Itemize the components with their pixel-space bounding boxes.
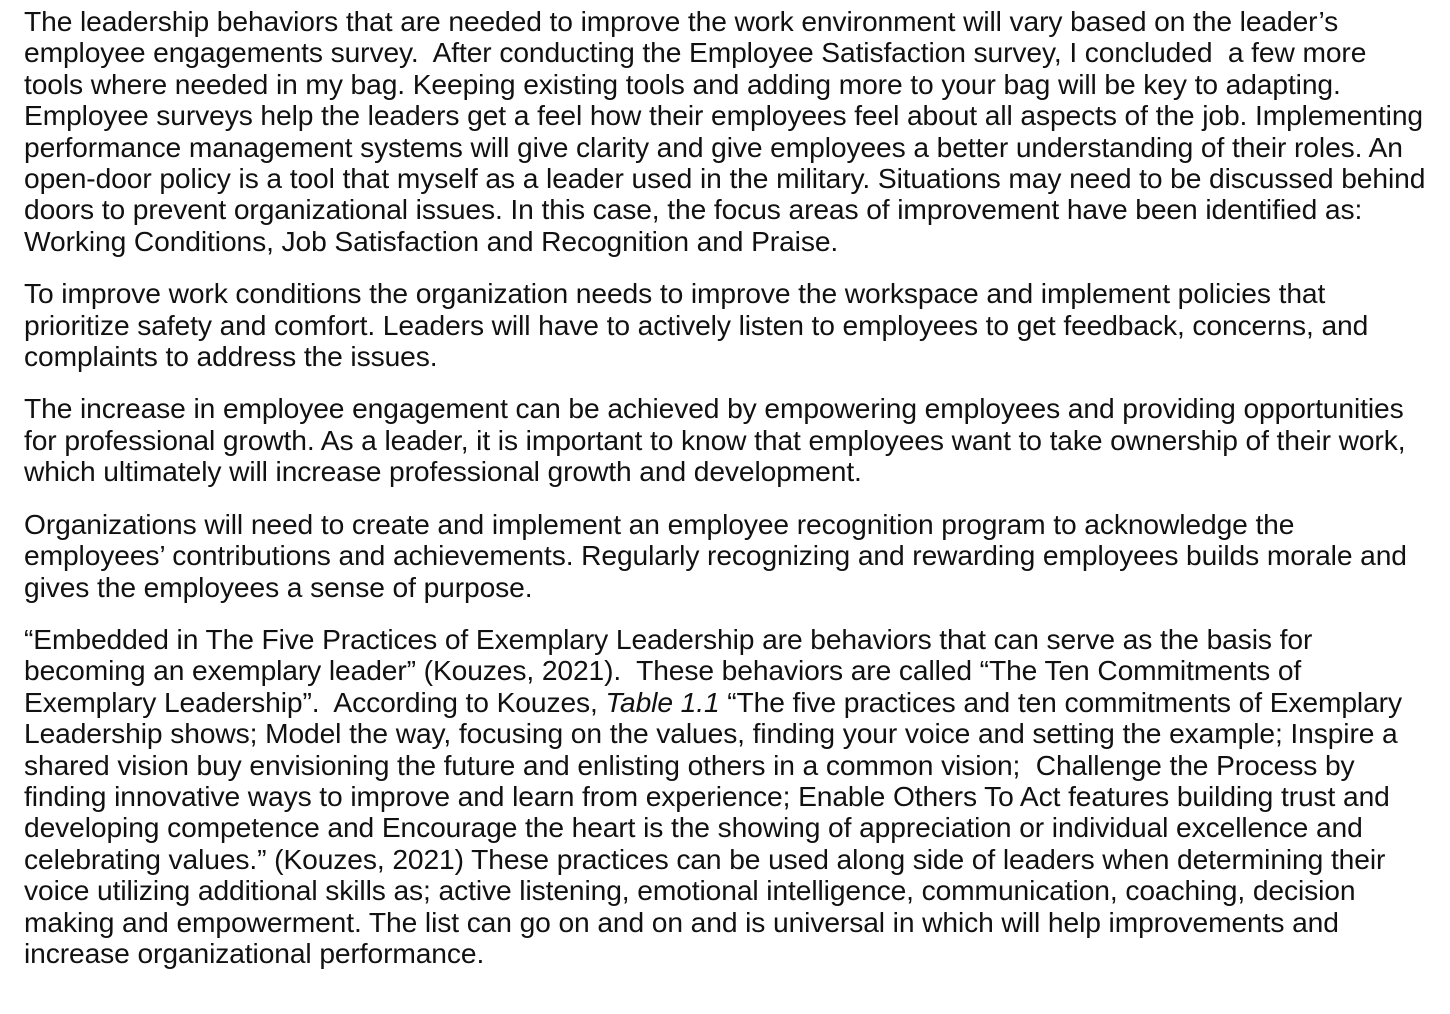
paragraph-text-before-table: “Embedded in The Five Practices of Exemplary Leadership are behaviors that can serve as the basis for becoming an exemplary leader” (Kouzes, 2021). These behaviors are called “The Ten Commitments of Exemplary Leadership”. According to Kouzes, (24, 622, 1320, 718)
paragraph-work-conditions: To improve work conditions the organization needs to improve the workspace and implement policies that prioritize safety and comfort. Leaders will have to actively listen to employees to get feedback, concerns, and complaints to address the issues. (24, 277, 1376, 373)
table-reference: Table 1.1 (605, 685, 720, 718)
paragraph-employee-engagement: The increase in employee engagement can be achieved by empowering employees and providing opportunities for professional growth. As a leader, it is important to know that employees want to take ownership of their work, which ultimately will increase professional growth and development. (24, 392, 1414, 488)
paragraph-recognition-program: Organizations will need to create and implement an employee recognition program to acknowledge the employees’ contributions and achievements. Regularly recognizing and rewarding employees builds morale and gives the employees a sense of purpose. (24, 507, 1415, 603)
paragraph-leadership-behaviors: The leadership behaviors that are needed to improve the work environment will vary based on the leader’s employee engagements survey. After conducting the Employee Satisfaction survey, I concluded a few more tools where needed in my bag. Keeping existing tools and adding more to your bag will be key to adapting. Employee surveys help the leaders get a feel how their employees feel about all aspects of the job. Implementing performance management systems will give clarity and give employees a better understanding of their roles. An open-door policy is a tool that myself as a leader used in the military. Situations may need to be discussed behind doors to prevent organizational issues. In this case, the focus areas of improvement have been identified as: Working Conditions, Job Satisfaction and Recognition and Praise. (24, 5, 1434, 257)
paragraph-exemplary-leadership (24, 624, 1426, 969)
paragraph-text-after-table: “The five practices and ten commitments of Exemplary Leadership shows; Model the way, focusing on the values, finding your voice and setting the example; Inspire a shared vision buy envisioning the future and enlisting others in a common vision; Challenge the Process by finding innovative ways to improve and learn from experience; Enable Others To Act features building trust and developing competence and Encourage the heart is the showing of appreciation or individual excellence and celebrating values.” (Kouzes, 2021) These practices can be used along side of leaders when determining their voice utilizing additional skills as; active listening, emotional intelligence, communication, coaching, decision making and empowerment. The list can go on and on and is universal in which will help improvements and increase organizational performance. (24, 685, 1410, 969)
